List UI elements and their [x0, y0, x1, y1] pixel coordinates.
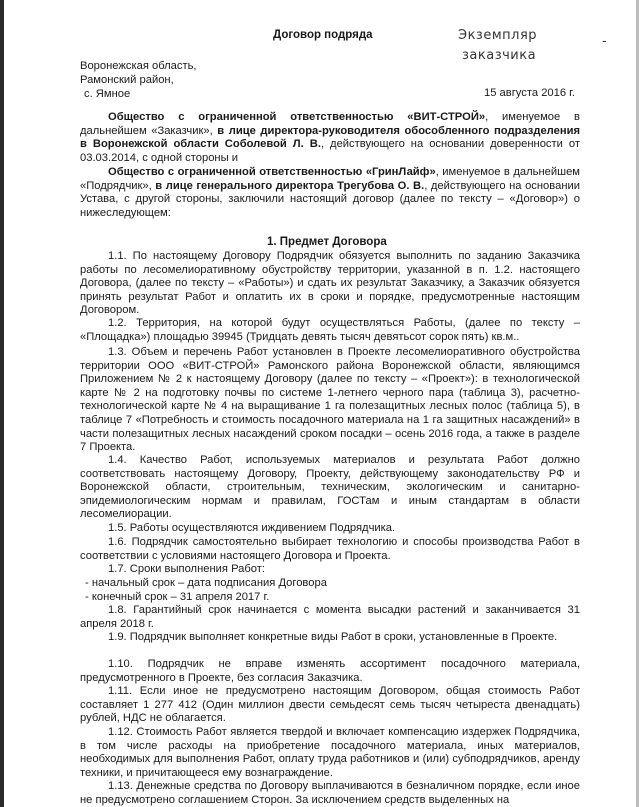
- contractor-text2: , действующего на основании Устава, с другой стороны, заключили настоящий договор (далее по тексту – «Договор») о нижеследующем:: [80, 179, 580, 219]
- clause-1-12: 1.12. Стоимость Работ является твердой и включает компенсацию издержек Подрядчика, в том числе расходы на приобретение посадочного материала, иных материалов, необходимых для выполнения Работ, оплату труда работников и (или) субподрядчиков, аренду техники, и причитающееся ему вознаграждение.: [80, 726, 580, 779]
- clause-1-5: 1.5. Работы осуществляются иждивением Подрядчика.: [108, 522, 396, 534]
- contractor-representative: в лице генерального директора Трегубова О. В.: [155, 179, 425, 192]
- contract-date: 15 августа 2016 г.: [484, 87, 576, 99]
- term-end: - конечный срок – 31 апреля 2017 г.: [85, 591, 270, 603]
- clause-1-8: 1.8. Гарантийный срок начинается с момента высадки растений и заканчивается 31 апреля 2018 г.: [80, 604, 580, 630]
- customer-representative: в лице директора-руководителя обособленного подразделения в Воронежской области Соболевой Л. В.: [80, 124, 581, 151]
- party-contractor-paragraph: [80, 166, 580, 220]
- contractor-name: Общество с ограниченной ответственностью «ГринЛайф»: [108, 166, 436, 178]
- scan-edge-left: [0, 0, 4, 807]
- handwritten-note-line2: заказчика: [462, 48, 537, 63]
- clause-1-11: 1.11. Если иное не предусмотрено настоящим Договором, общая стоимость Работ составляет 1 277 412 (Один миллион двести семьдесят семь тысяч четыреста двенадцать) рублей, НДС не облагается.: [80, 685, 580, 725]
- address-line2: Рамонский район,: [80, 74, 174, 86]
- party-customer-paragraph: [80, 111, 580, 165]
- customer-text1: , именуемое в дальнейшем «Заказчик»,: [80, 111, 580, 137]
- document-title: Договор подряда: [273, 29, 373, 41]
- address-line1: Воронежская область,: [80, 60, 197, 72]
- clause-1-6: 1.6. Подрядчик самостоятельно выбирает технологию и способы производства Работ в соответствии с условиями настоящего Договора и Проекта.: [80, 536, 580, 562]
- handwritten-note-line1: Экземпляр: [458, 28, 538, 43]
- clause-1-10: 1.10. Подрядчик не вправе изменять ассортимент посадочного материала, предусмотренного в Проекте, без согласия Заказчика.: [80, 658, 580, 684]
- term-start: - начальный срок – дата подписания Договора: [85, 577, 327, 589]
- address-line3: с. Ямное: [84, 88, 131, 100]
- contractor-text1: , именуемое в дальнейшем «Подрядчик»,: [80, 166, 580, 192]
- section-heading: 1. Предмет Договора: [267, 236, 387, 248]
- clause-1-7: 1.7. Сроки выполнения Работ:: [108, 563, 266, 575]
- customer-text2: , действующего на основании доверенности от 03.03.2014, с одной стороны и: [80, 138, 580, 164]
- clause-1-1: 1.1. По настоящему Договору Подрядчик обязуется выполнить по заданию Заказчика работы по лесомелиоративному обустройству территории, указанной в п. 1.2. настоящего Договора, (далее по тексту – «Работы») и сдать их результат Заказчику, а Заказчик обязуется принять результат Работ и оплатить их в сроки и порядке, предусмотренные настоящим Договором.: [80, 250, 580, 317]
- handwritten-mark: -: [602, 32, 607, 48]
- clause-1-13: 1.13. Денежные средства по Договору выплачиваются в безналичном порядке, если иное не предусмотрено соглашением Сторон. За исключением средств выделенных на: [80, 780, 580, 806]
- clause-1-9: 1.9. Подрядчик выполняет конкретные виды Работ в сроки, установленные в Проекте.: [108, 631, 558, 643]
- customer-name: Общество с ограниченной ответственностью «ВИТ-СТРОЙ»: [108, 111, 486, 123]
- clause-1-3: 1.3. Объем и перечень Работ установлен в Проекте лесомелиоративного обустройства территории ООО «ВИТ-СТРОЙ» Рамонского района Воронежской области, являющимся Приложением № 2 к настоящему Договору (далее по тексту – «Проект»): в технологической карте № 2 на подготовку почвы по системе 1-летнего черного пара (таблица 3), расчетно-технологической карте № 4 на выращивание 1 га полезащитных лесных полос (таблица 5), в таблице 7 «Потребность и стоимость посадочного материала на 1 га защитных насаждений» в части полезащитных лесных насаждений сроком посадки – осень 2016 года, а также в разделе 7 Проекта.: [80, 346, 580, 454]
- clause-1-2: 1.2. Территория, на которой будут осуществляться Работы, (далее по тексту – «Площадка») площадью 39945 (Тридцать девять тысяч девятьсот сорок пять) кв.м..: [80, 317, 580, 343]
- clause-1-4: 1.4. Качество Работ, используемых материалов и результата Работ должно соответствовать настоящему Договору, Проекту, действующему законодательству РФ и Воронежской области, строительным, техническим, экологическим и санитарно-эпидемиологическим нормам и правилам, ГОСТам и иным стандартам в области лесомелиорации.: [80, 454, 580, 521]
